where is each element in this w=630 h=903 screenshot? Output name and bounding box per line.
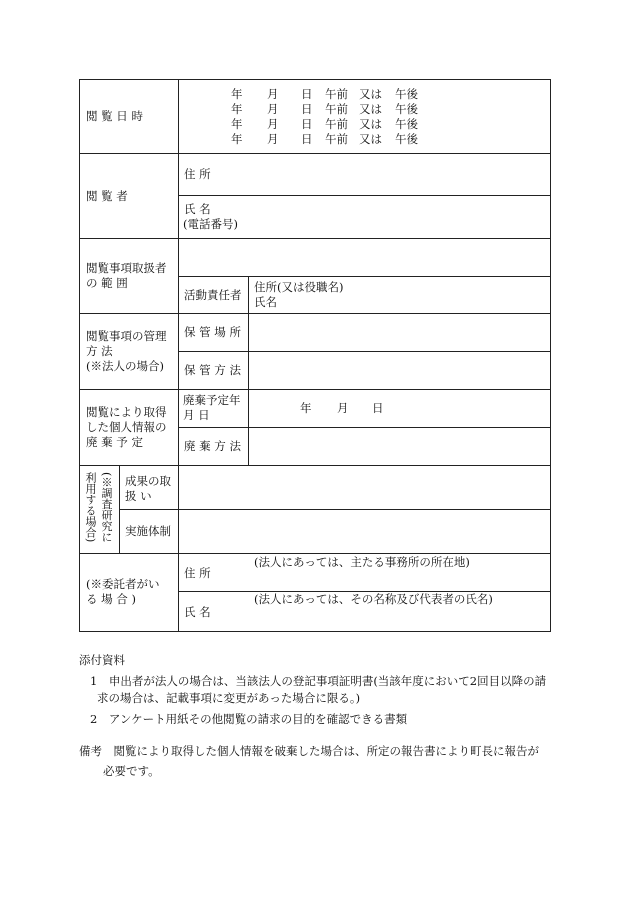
disposal-date-label-1: 廃棄予定年 <box>183 393 241 407</box>
disposal-label-2: した個人情報の <box>86 420 167 434</box>
datetime-entry-2 <box>231 102 418 116</box>
responsible-address: 住所(又は役職名) <box>254 280 344 294</box>
entry-year: 年 <box>231 102 243 116</box>
entry-year: 年 <box>231 117 243 131</box>
consignor-name-label: 氏 名 <box>184 605 211 619</box>
storage-place-label: 保 管 場 所 <box>184 325 241 339</box>
handler-scope-label-2: の 範 囲 <box>86 276 128 290</box>
entry-or: 又は <box>359 87 382 101</box>
research-results-field[interactable] <box>179 466 550 509</box>
entry-pm: 午後 <box>395 102 418 116</box>
attachment-item-1-line-2: 求の場合は、記載事項に変更があった場合に限る。) <box>97 691 361 705</box>
row-line <box>178 276 551 277</box>
row-line <box>79 389 551 390</box>
entry-day: 日 <box>301 87 313 101</box>
remarks-line-2: 必要です。 <box>103 764 160 778</box>
entry-am: 午前 <box>325 102 348 116</box>
viewer-address-label: 住 所 <box>184 167 211 181</box>
entry-year: 年 <box>231 132 243 146</box>
responsible-label: 活動責任者 <box>184 288 242 302</box>
disposal-day: 日 <box>372 401 384 415</box>
entry-or: 又は <box>359 132 382 146</box>
entry-am: 午前 <box>325 132 348 146</box>
disposal-label-3: 廃 棄 予 定 <box>86 435 143 449</box>
management-label-3: (※法人の場合) <box>86 359 164 373</box>
consignor-label-1: (※委託者がい <box>86 577 160 591</box>
entry-pm: 午後 <box>395 132 418 146</box>
research-label-col2: 利用する場合) <box>84 472 97 543</box>
research-results-label-2: 扱 い <box>125 489 152 503</box>
entry-am: 午前 <box>325 117 348 131</box>
entry-am: 午前 <box>325 87 348 101</box>
entry-month: 月 <box>267 102 279 116</box>
datetime-entry-1 <box>231 87 418 101</box>
consignor-name-note: (法人にあっては、その名称及び代表者の氏名) <box>254 592 493 606</box>
entry-or: 又は <box>359 117 382 131</box>
attachment-item-1-line-1: 1 申出者が法人の場合は、当該法人の登記事項証明書(当該年度において2回目以降の請 <box>90 674 547 688</box>
management-label-2: 方 法 <box>86 344 113 358</box>
viewer-address-field[interactable] <box>248 154 550 195</box>
storage-method-label: 保 管 方 法 <box>184 363 241 377</box>
responsible-name: 氏名 <box>254 295 277 309</box>
entry-month: 月 <box>267 132 279 146</box>
research-system-field[interactable] <box>179 510 550 553</box>
disposal-month: 月 <box>337 401 349 415</box>
handler-scope-field[interactable] <box>179 239 550 276</box>
entry-day: 日 <box>301 102 313 116</box>
attachment-item-2: 2 アンケート用紙その他閲覧の請求の目的を確認できる書類 <box>90 712 408 726</box>
disposal-method-label: 廃 棄 方 法 <box>184 439 241 453</box>
viewer-label: 閲 覧 者 <box>86 189 128 203</box>
remarks-line-1: 備考 閲覧により取得した個人情報を破棄した場合は、所定の報告書により町長に報告が <box>79 744 539 758</box>
datetime-entry-3 <box>231 117 418 131</box>
viewer-name-label: 氏 名 <box>184 202 211 216</box>
entry-year: 年 <box>231 87 243 101</box>
entry-pm: 午後 <box>395 117 418 131</box>
responsible-divider <box>248 276 249 313</box>
disposal-date-label-2: 月 日 <box>183 408 210 422</box>
entry-day: 日 <box>301 132 313 146</box>
storage-place-field[interactable] <box>249 314 550 351</box>
entry-or: 又は <box>359 102 382 116</box>
disposal-year: 年 <box>300 401 312 415</box>
entry-month: 月 <box>267 87 279 101</box>
research-results-label-1: 成果の取 <box>125 474 171 488</box>
viewer-name-field[interactable] <box>248 196 550 238</box>
disposal-label-1: 閲覧により取得 <box>86 405 167 419</box>
handler-scope-label-1: 閲覧事項取扱者 <box>86 261 167 275</box>
datetime-label-text: 閲 覧 日 時 <box>86 109 143 123</box>
datetime-entry-4 <box>231 132 418 146</box>
consignor-label-2: る 場 合 ) <box>86 592 136 606</box>
management-label-1: 閲覧事項の管理 <box>86 329 167 343</box>
entry-month: 月 <box>267 117 279 131</box>
storage-method-field[interactable] <box>249 352 550 389</box>
disposal-method-field[interactable] <box>249 428 550 465</box>
consignor-address-label: 住 所 <box>184 566 211 580</box>
attachments-heading: 添付資料 <box>79 653 125 667</box>
label-column-divider-lower <box>178 553 179 632</box>
research-label-col1: (※調査研究に <box>100 472 113 543</box>
entry-pm: 午後 <box>395 87 418 101</box>
datetime-label <box>86 109 172 123</box>
research-system-label: 実施体制 <box>125 524 171 538</box>
entry-day: 日 <box>301 117 313 131</box>
row-line <box>79 553 551 554</box>
consignor-address-note: (法人にあっては、主たる事務所の所在地) <box>254 555 470 569</box>
viewer-phone-label: (電話番号) <box>183 217 238 231</box>
